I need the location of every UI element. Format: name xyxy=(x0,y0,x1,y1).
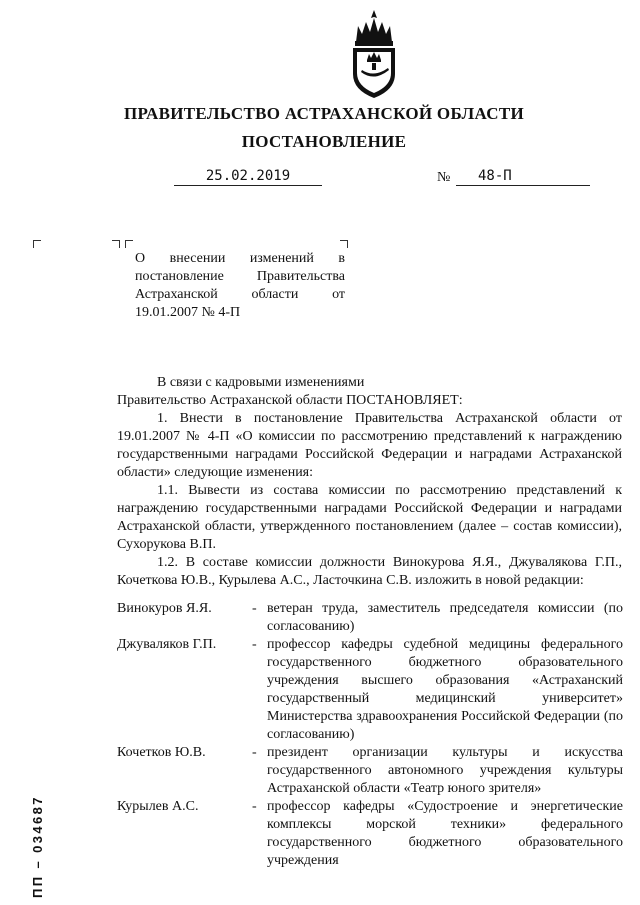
document-number-field xyxy=(456,168,590,186)
document-subject: О внесении изменений в постановление Правительства Астраханской области от 19.01.2007 № 4-П xyxy=(135,251,345,320)
preamble xyxy=(117,374,622,410)
paragraph-text: 1. Внести в постановление Правительства Астраханской области от 19.01.2007 № 4-П «О комиссии по рассмотрению представлений к награждению государственными наградами Российской Федерации и наградами Астраханской области» следующие изменения: xyxy=(117,411,622,480)
government-title: ПРАВИТЕЛЬСТВО АСТРАХАНСКОЙ ОБЛАСТИ xyxy=(124,104,524,123)
number-sign: № xyxy=(437,170,451,185)
corner-mark xyxy=(112,240,120,248)
document-type-title: ПОСТАНОВЛЕНИЕ xyxy=(241,132,407,151)
member-role: ветеран труда, заместитель председателя комиссии (по согласованию) xyxy=(267,601,623,634)
member-dash: - xyxy=(252,745,257,760)
document-number: 48-П xyxy=(478,168,512,184)
member-dash: - xyxy=(252,601,257,616)
paragraph-text: 1.1. Вывести из состава комиссии по рассмотрению представлений к награждению государственными наградами Российской Федерации и наградами Астраханской области, утвержденного постановлением (далее – состав комиссии), Сухорукова В.П. xyxy=(117,483,622,552)
member-name: Джуваляков Г.П. xyxy=(117,637,217,652)
corner-mark xyxy=(125,240,133,248)
member-role: президент организации культуры и искусства государственного автономного учреждения культуры Астраханской области «Театр юного зрителя» xyxy=(267,745,623,796)
member-name: Винокуров Я.Я. xyxy=(117,601,212,616)
serial-stamp xyxy=(30,738,46,898)
member-name: Кочетков Ю.В. xyxy=(117,745,206,760)
corner-mark xyxy=(33,240,41,248)
member-role: профессор кафедры судебной медицины федерального государственного бюджетного образовательного учреждения высшего образования «Астраханский государственный медицинский университет» Министерства здравоохранения Российской Федерации (по согласованию) xyxy=(267,637,623,742)
paragraph-1 xyxy=(117,410,622,482)
document-date: 25.02.2019 xyxy=(174,168,322,186)
coat-of-arms-icon xyxy=(344,8,404,100)
member-role: профессор кафедры «Судостроение и энергетические комплексы морской техники» федерального государственного бюджетного образовательного учреждения xyxy=(267,799,623,868)
preamble-line-1: В связи с кадровыми изменениями xyxy=(157,375,365,390)
corner-mark xyxy=(340,240,348,248)
paragraph-1-1 xyxy=(117,482,622,554)
preamble-line-2: Правительство Астраханской области ПОСТАНОВЛЯЕТ: xyxy=(117,393,463,408)
serial-number: ПП – 034687 xyxy=(30,795,45,898)
member-dash: - xyxy=(252,799,257,814)
member-dash: - xyxy=(252,637,257,652)
paragraph-text: 1.2. В составе комиссии должности Винокурова Я.Я., Джувалякова Г.П., Кочеткова Ю.В., Курылева А.С., Ласточкина С.В. изложить в новой редакции: xyxy=(117,555,622,588)
member-name: Курылев А.С. xyxy=(117,799,199,814)
paragraph-1-2 xyxy=(117,554,622,590)
